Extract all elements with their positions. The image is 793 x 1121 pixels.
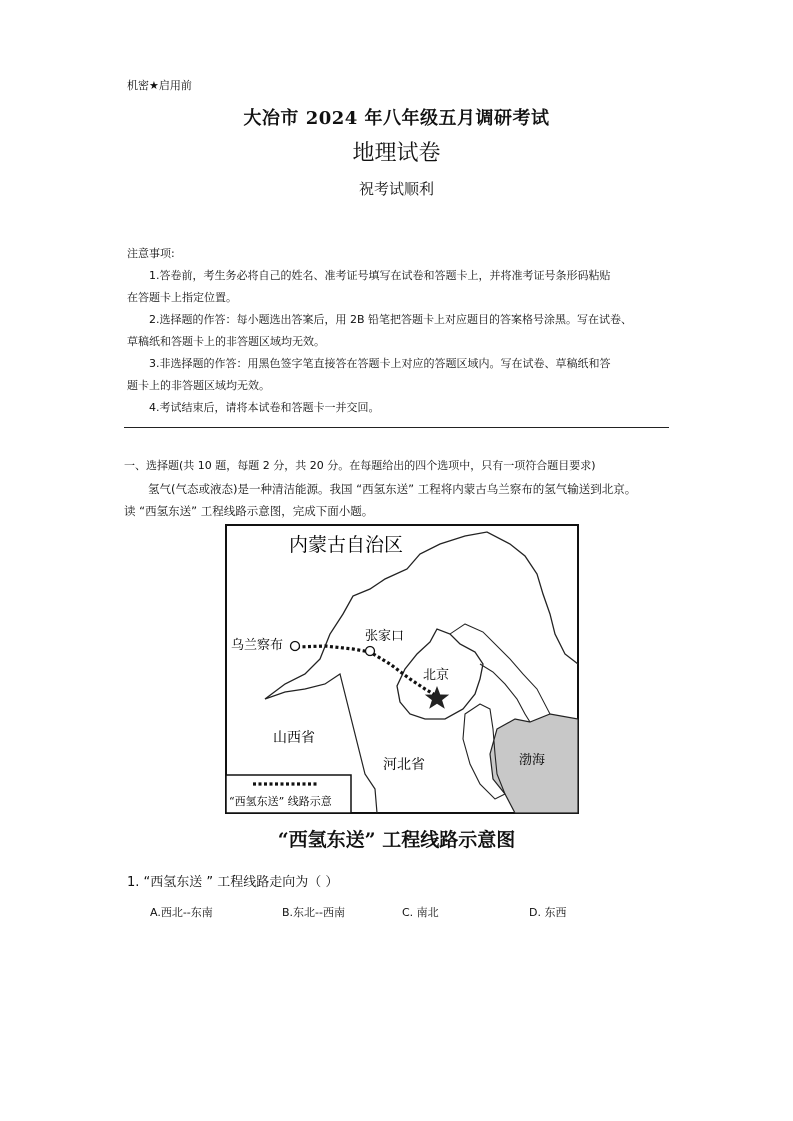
ulanqab-marker (291, 642, 300, 651)
label-zhangjiakou: 张家口 (365, 629, 405, 644)
notice-item-1-line-1: 1.答卷前，考生务必将自己的姓名、准考证号填写在试卷和答题卡上，并将准考证号条形码粘贴 (149, 269, 611, 282)
label-shanxi: 山西省 (273, 730, 315, 746)
route-map (225, 524, 579, 814)
section-heading: 一、选择题(共 10 题，每题 2 分，共 20 分。在每题给出的四个选项中，只有一项符合题目要求) (124, 459, 596, 472)
notice-item-2-line-1: 2.选择题的作答：每小题选出答案后，用 2B 铅笔把答题卡上对应题目的答案格号涂黑。写在试卷、 (149, 313, 633, 326)
option-c[interactable]: C. 南北 (402, 906, 439, 919)
label-ulanqab: 乌兰察布 (231, 638, 284, 653)
wish-text: 祝考试顺利 (358, 180, 434, 198)
option-d[interactable]: D. 东西 (529, 906, 567, 919)
subject-title: 地理试卷 (352, 141, 441, 166)
notice-item-3-line-1: 3.非选择题的作答：用黑色签字笔直接答在答题卡上对应的答题区域内。写在试卷、草稿纸和答 (149, 357, 611, 370)
zhangjiakou-marker (366, 647, 375, 656)
label-beijing: 北京 (423, 668, 450, 683)
notice-item-3-line-2: 题卡上的非答题区域均无效。 (127, 379, 270, 392)
label-hebei: 河北省 (383, 757, 425, 773)
notice-heading: 注意事项: (127, 247, 175, 260)
label-inner-mongolia: 内蒙古自治区 (289, 534, 404, 556)
question-1-stem: 1. “西氢东送 ” 工程线路走向为（ ） (127, 875, 339, 890)
section-intro (124, 478, 684, 522)
section-divider (124, 427, 669, 428)
label-bohai: 渤海 (519, 753, 546, 768)
notice-list (127, 265, 672, 419)
notice-item-1-line-2: 在答题卡上指定位置。 (127, 291, 237, 304)
confidential-label: 机密★启用前 (127, 79, 192, 92)
option-b[interactable]: B.东北--西南 (282, 906, 345, 919)
option-a[interactable]: A.西北--东南 (150, 906, 213, 919)
intro-line-1: 氢气(气态或液态)是一种清洁能源。我国 “西氢东送” 工程将内蒙古乌兰察布的氢气输送到北京。 (148, 482, 637, 496)
notice-item-2-line-2: 草稿纸和答题卡上的非答题区域均无效。 (127, 335, 325, 348)
exam-title: 大冶市 2024 年八年级五月调研考试 (243, 108, 550, 129)
legend-route-label: “西氢东送” 线路示意 (229, 795, 332, 808)
notice-item-4-line-1: 4.考试结束后，请将本试卷和答题卡一并交回。 (149, 401, 380, 414)
intro-line-2: 读 “西氢东送” 工程线路示意图，完成下面小题。 (124, 504, 374, 518)
map-caption: “西氢东送” 工程线路示意图 (277, 829, 516, 851)
